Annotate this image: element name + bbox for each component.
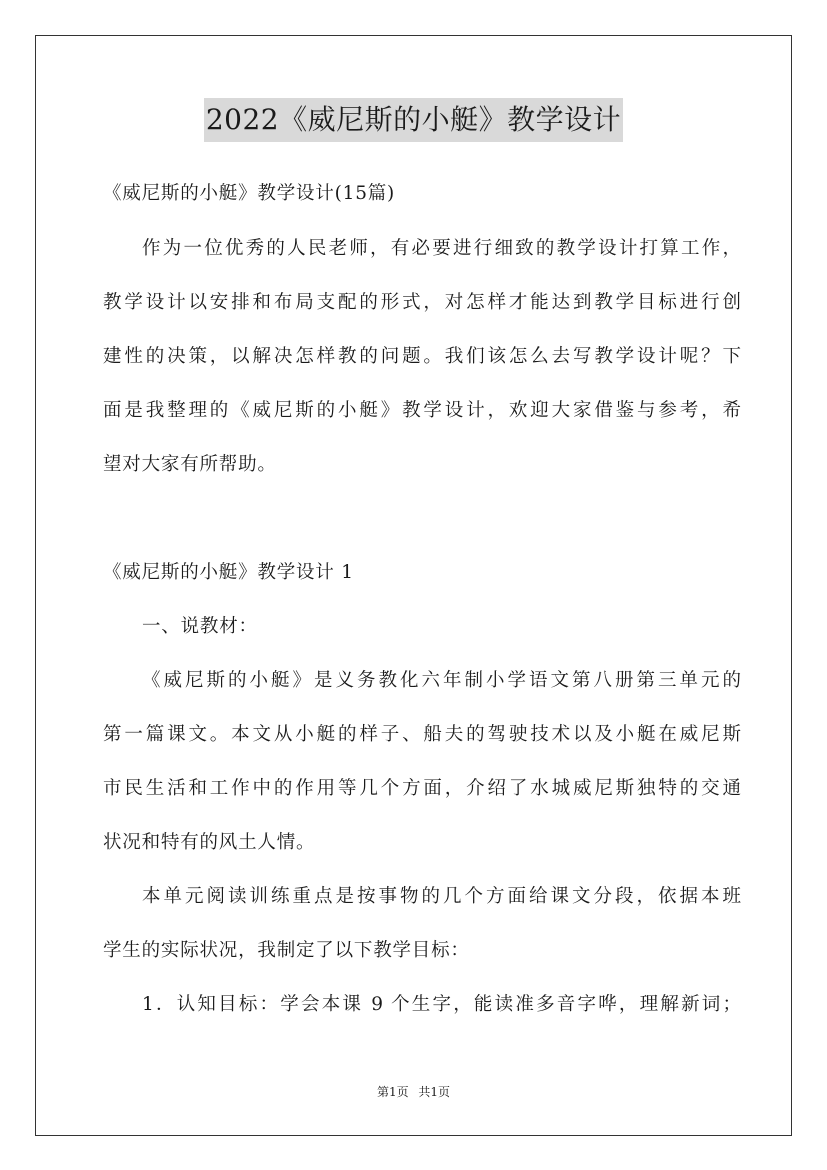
para1-line-1: 《威尼斯的小艇》是义务教化六年制小学语文第八册第三单元的	[142, 670, 741, 691]
title-container	[0, 98, 827, 142]
page-total: 共1页	[418, 1085, 451, 1099]
document-subtitle: 《威尼斯的小艇》教学设计(15篇)	[103, 183, 396, 204]
para1-line-4: 状况和特有的风土人情。	[103, 832, 316, 853]
para2-line-2: 学生的实际状况，我制定了以下教学目标：	[103, 940, 470, 961]
para1-line-2: 第一篇课文。本文从小艇的样子、船夫的驾驶技术以及小艇在威尼斯	[103, 724, 741, 745]
page-number: 第1页	[376, 1085, 409, 1099]
para1-line-3: 市民生活和工作中的作用等几个方面，介绍了水城威尼斯独特的交通	[103, 778, 741, 799]
document-title: 2022《威尼斯的小艇》教学设计	[204, 98, 623, 142]
intro-line-4: 面是我整理的《威尼斯的小艇》教学设计，欢迎大家借鉴与参考，希	[103, 400, 741, 421]
part-heading: 一、说教材：	[142, 616, 258, 637]
para2-line-1: 本单元阅读训练重点是按事物的几个方面给课文分段，依据本班	[142, 886, 741, 907]
intro-line-3: 建性的决策，以解决怎样教的问题。我们该怎么去写教学设计呢？下	[103, 346, 741, 367]
intro-line-5: 望对大家有所帮助。	[103, 454, 277, 475]
goal1-line: 1．认知目标：学会本课 9 个生字，能读准多音字哗，理解新词；	[142, 994, 741, 1015]
intro-line-2: 教学设计以安排和布局支配的形式，对怎样才能达到教学目标进行创	[103, 292, 741, 313]
page-footer	[0, 1084, 827, 1100]
section-heading: 《威尼斯的小艇》教学设计 1	[103, 562, 354, 583]
intro-line-1: 作为一位优秀的人民老师，有必要进行细致的教学设计打算工作，	[142, 238, 741, 259]
